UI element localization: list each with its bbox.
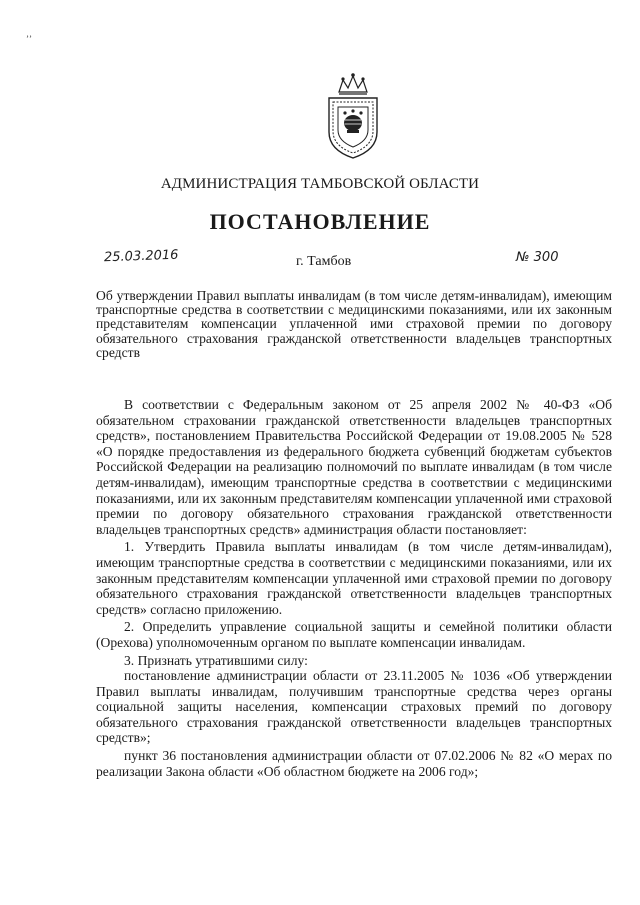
document-number: № 300 bbox=[516, 250, 559, 265]
clause-3-paragraph: 3. Признать утратившими силу: bbox=[124, 652, 308, 668]
clause-3-item-1: постановление администрации области от 23.11.2005 № 1036 «Об утверждении Правил выплаты инвалидам, получившим транспортные средства через органы социальной защиты населения, компенсации страховых премий по договору обязательного страхования гражданской ответственности владельцев транспортных средств»; bbox=[96, 668, 612, 746]
document-city: г. Тамбов bbox=[296, 254, 352, 269]
organization-name: АДМИНИСТРАЦИЯ ТАМБОВСКОЙ ОБЛАСТИ bbox=[160, 176, 480, 192]
clause-1-paragraph: 1. Утвердить Правила выплаты инвалидам (в том числе детям-инвалидам), имеющим транспортные средства в соответствии с медицинскими показаниями, или их законным представителям компенсации уплаченной ими страховой премии по договору обязательного страхования гражданской ответственности владельцев транспортных средств» согласно приложению. bbox=[96, 539, 612, 617]
clause-2-paragraph: 2. Определить управление социальной защиты и семейной политики области (Орехова) уполномоченным органом по выплате компенсации инвалидам. bbox=[96, 619, 612, 650]
document-subject: Об утверждении Правил выплаты инвалидам (в том числе детям-инвалидам), имеющим транспортные средства в соответствии с медицинскими показаниями, или их законным представителям компенсации уплаченной ими страховой премии по договору обязательного страхования гражданской ответственности владельцев транспортных средств bbox=[96, 288, 612, 360]
corner-mark: ʼʼ bbox=[26, 34, 32, 44]
preamble-paragraph: В соответствии с Федеральным законом от 25 апреля 2002 № 40-ФЗ «Об обязательном страховании гражданской ответственности владельцев транспортных средств», постановлением Правительства Российской Федерации от 19.08.2005 № 528 «О порядке предоставления из федерального бюджета субвенций бюджетам субъектов Российской Федерации на реализацию полномочий по выплате инвалидам (в том числе детям-инвалидам), имеющим транспортные средства в соответствии с медицинскими показаниями, или их законным представителям компенсации уплаченной ими страховой премии по договору обязательного страхования гражданской ответственности владельцев транспортных средств» администрация области постановляет: bbox=[96, 397, 612, 537]
clause-3-item-2: пункт 36 постановления администрации области от 07.02.2006 № 82 «О мерах по реализации Закона области «Об областном бюджете на 2006 год»; bbox=[96, 748, 612, 779]
document-date: 25.03.2016 bbox=[103, 247, 179, 266]
document-body bbox=[96, 397, 612, 779]
coat-of-arms-emblem bbox=[319, 70, 387, 162]
document-type-title: ПОСТАНОВЛЕНИЕ bbox=[209, 209, 431, 234]
